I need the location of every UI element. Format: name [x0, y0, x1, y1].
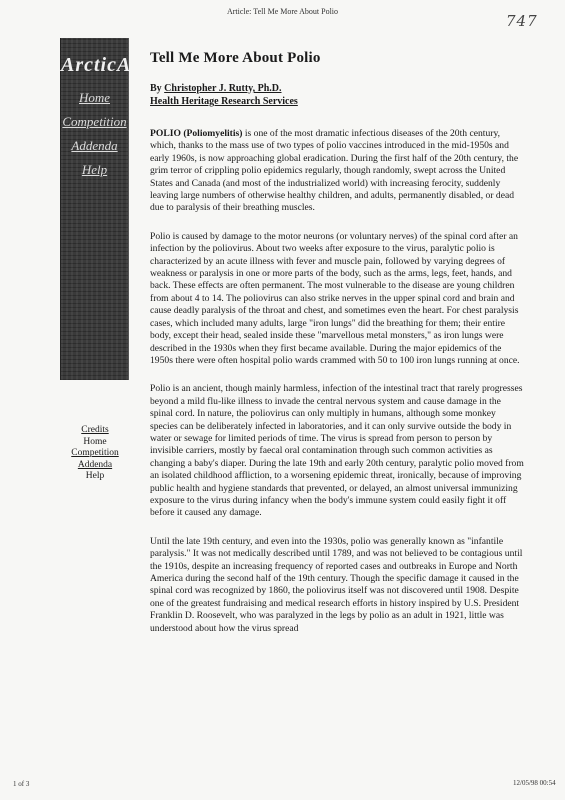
paragraph-1-lead: POLIO (Poliomyelitis) — [150, 128, 243, 139]
byline — [150, 82, 298, 108]
site-logo[interactable]: ArcticA — [61, 54, 132, 76]
sidebar-item-addenda[interactable]: Addenda — [71, 138, 118, 153]
paragraph-2: Polio is caused by damage to the motor neurons (or voluntary nerves) of the spinal cord after an infection by the poliovirus. About two weeks after exposure to the virus, paralytic polio is characterized by an acute illness with fever and muscle pain, followed by varying degrees of weakness or paralysis in one or more parts of the body, such as the arms, legs, feet, hands, and back. These effects are often permanent. The most vulnerable to the disease are young children from about 4 to 14. The poliovirus can also strike nerves in the upper spinal cord and brain and cause deadly paralysis of the throat and chest, and sometimes even the heart. For chest paralysis cases, which included many adults, large "iron lungs" did the breathing for them; their entire body, except their head, sealed inside these "marvellous metal monsters," as iron lungs were described in the 1930s when they first became available. During the major epidemics of the 1950s there were often hospital polio wards crammed with 50 to 100 iron lungs running at once. — [150, 230, 520, 366]
paragraph-1-text: is one of the most dramatic infectious diseases of the 20th century, which, thanks to the mass use of two types of polio vaccines introduced in the mid-1950s and early 1960s, is now approaching global eradication. During the first half of the 20th century, the grim terror of crippling polio epidemics regularly, though randomly, swept across the United States and Canada (and most of the industrialized world) with increasing ferocity, suddenly leaving large numbers of otherwise healthy children, and adults, permanently disabled, or dead due to paralysis of their breathing muscles. — [150, 128, 519, 214]
sidebar-item-help[interactable]: Help — [81, 162, 108, 177]
paragraph-3: Polio is an ancient, though mainly harmless, infection of the intestinal tract that rarely progresses beyond a mild flu-like illness to invade the central nervous system and cause damage in the spinal cord. In nature, the poliovirus can only multiply in humans, although some monkey species can be deliberately infected in laboratories, and it can only survive outside the body in water or sewage for limited periods of time. The virus is spread from person to person by invisible carriers, mostly by faecal oral contamination through such common activities as changing a baby's diaper. During the late 19th and early 20th century, paralytic polio moved from an isolated childhood affliction, to a worsening epidemic threat, ironically, because of improving public health and hygiene standards that prevented, or delayed, an almost universal immunizing exposure to the virus during infancy when the body's immune system could easily fight it off before it caused any damage. — [150, 383, 524, 519]
print-header: Article: Tell Me More About Polio — [226, 7, 339, 16]
sidebar-nav — [60, 38, 132, 380]
page-number: 1 of 3 — [13, 780, 30, 788]
print-timestamp: 12/05/98 00:54 — [513, 779, 556, 787]
byline-prefix: By — [150, 83, 165, 94]
nav-link-credits[interactable]: Credits — [81, 425, 109, 435]
nav-link-help[interactable]: Help — [85, 471, 105, 481]
sidebar-item-competition[interactable]: Competition — [62, 114, 127, 129]
article-body — [150, 128, 525, 651]
page-title: Tell Me More About Polio — [150, 50, 321, 66]
nav-link-addenda[interactable]: Addenda — [77, 459, 113, 470]
nav-link-competition[interactable]: Competition — [71, 448, 119, 458]
paragraph-4: Until the late 19th century, and even into the 1930s, polio was generally known as "infantile paralysis." It was not medically described until 1789, and was not believed to be contagious until the 1910s, despite an increasing frequency of reported cases and outbreaks in Europe and North America during the second half of the 19th century. Though the specific damage it caused in the spinal cord was recognized by 1860, the poliovirus itself was not discovered until 1908. Despite one of the greatest fundraising and medical research efforts in history inspired by U.S. President Franklin D. Roosevelt, who was paralyzed in the legs by polio as an adult in 1921, little was understood about how the virus spread — [150, 535, 523, 634]
author-link[interactable]: Christopher J. Rutty, Ph.D. — [164, 83, 282, 94]
handwritten-page-note: 747 — [506, 12, 538, 30]
organization-link[interactable]: Health Heritage Research Services — [150, 96, 298, 107]
paragraph-1 — [150, 128, 525, 215]
text-nav — [62, 425, 128, 483]
sidebar-item-home[interactable]: Home — [78, 90, 111, 105]
nav-link-home[interactable]: Home — [83, 436, 107, 447]
